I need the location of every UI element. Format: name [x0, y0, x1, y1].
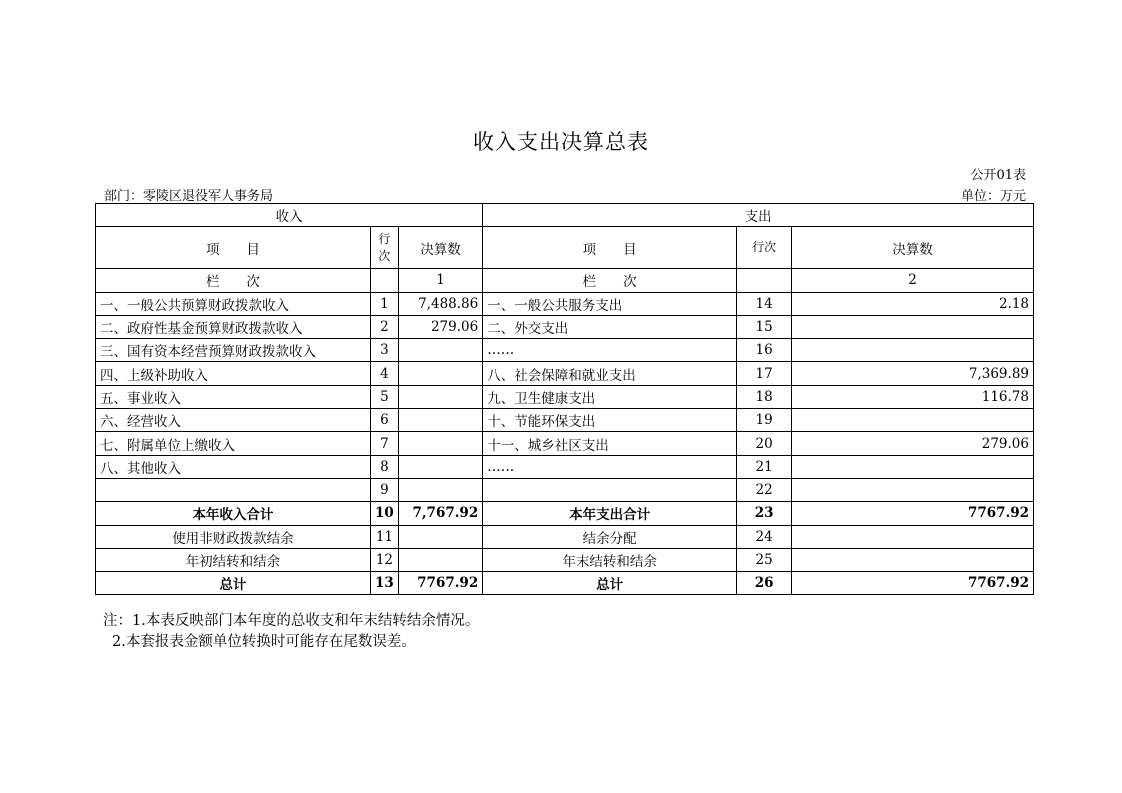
- empty-cell: [370, 269, 398, 292]
- income-item-cell: 使用非财政拨款结余: [96, 525, 371, 548]
- note-line: 注：1.本表反映部门本年度的总收支和年末结转结余情况。: [103, 613, 480, 629]
- expense-amount-header: 决算数: [792, 227, 1034, 269]
- income-row-no-cell: 8: [370, 455, 398, 478]
- expense-row-no-cell: 14: [737, 292, 792, 315]
- expense-amount-cell: [792, 525, 1034, 548]
- expense-row-no-cell: 23: [737, 502, 792, 525]
- expense-column-index: 2: [792, 269, 1034, 292]
- expense-item-cell: 结余分配: [483, 525, 737, 548]
- empty-cell: [737, 269, 792, 292]
- income-row-no-cell: 12: [370, 548, 398, 571]
- income-item-cell: [96, 478, 371, 501]
- expense-amount-cell: [792, 455, 1034, 478]
- expense-item-cell: 总计: [483, 572, 737, 595]
- table-row: [96, 315, 1034, 338]
- expense-row-no-cell: 24: [737, 525, 792, 548]
- expense-amount-cell: 7767.92: [792, 572, 1034, 595]
- summary-row: [96, 548, 1034, 571]
- table-column-header: [96, 227, 1034, 269]
- expense-row-no-cell: 19: [737, 409, 792, 432]
- expense-row-no-cell: 18: [737, 385, 792, 408]
- expense-item-cell: ……: [483, 339, 737, 362]
- income-item-cell: 七、附属单位上缴收入: [96, 432, 371, 455]
- summary-row: [96, 572, 1034, 595]
- table-row: [96, 292, 1034, 315]
- table-row: [96, 409, 1034, 432]
- income-row-no-cell: 3: [370, 339, 398, 362]
- income-item-cell: 八、其他收入: [96, 455, 371, 478]
- expense-amount-cell: 7767.92: [792, 502, 1034, 525]
- income-row-no-cell: 5: [370, 385, 398, 408]
- income-item-cell: 六、经营收入: [96, 409, 371, 432]
- expense-item-cell: 二、外交支出: [483, 315, 737, 338]
- expense-column-label: 栏 次: [483, 269, 737, 292]
- expense-row-no-cell: 16: [737, 339, 792, 362]
- expense-amount-cell: [792, 409, 1034, 432]
- income-row-no-cell: 11: [370, 525, 398, 548]
- income-row-no-cell: 4: [370, 362, 398, 385]
- unit-label: 单位：万元: [960, 189, 1026, 204]
- table-row: [96, 455, 1034, 478]
- income-row-no-cell: 1: [370, 292, 398, 315]
- expense-item-cell: 九、卫生健康支出: [483, 385, 737, 408]
- expense-item-cell: 一、一般公共服务支出: [483, 292, 737, 315]
- income-amount-cell: 279.06: [398, 315, 482, 338]
- expense-row-no-cell: 20: [737, 432, 792, 455]
- summary-row: [96, 525, 1034, 548]
- income-column-label: 栏 次: [96, 269, 371, 292]
- expense-amount-cell: [792, 548, 1034, 571]
- income-item-cell: 年初结转和结余: [96, 548, 371, 571]
- income-row-no-cell: 13: [370, 572, 398, 595]
- expense-row-no-cell: 17: [737, 362, 792, 385]
- income-item-cell: 三、国有资本经营预算财政拨款收入: [96, 339, 371, 362]
- income-item-cell: 二、政府性基金预算财政拨款收入: [96, 315, 371, 338]
- expense-row-no-header: 行次: [737, 227, 792, 269]
- expense-item-cell: ……: [483, 455, 737, 478]
- income-item-cell: 本年收入合计: [96, 502, 371, 525]
- income-row-no-cell: 7: [370, 432, 398, 455]
- table-row: [96, 432, 1034, 455]
- expense-item-cell: 本年支出合计: [483, 502, 737, 525]
- expense-item-cell: 年末结转和结余: [483, 548, 737, 571]
- expense-amount-cell: [792, 339, 1034, 362]
- expense-item-cell: 十、节能环保支出: [483, 409, 737, 432]
- income-amount-cell: [398, 525, 482, 548]
- income-amount-cell: [398, 478, 482, 501]
- expense-amount-cell: 7,369.89: [792, 362, 1034, 385]
- note-line: 2.本套报表金额单位转换时可能存在尾数误差。: [112, 634, 416, 650]
- income-amount-cell: [398, 385, 482, 408]
- income-item-cell: 五、事业收入: [96, 385, 371, 408]
- expense-item-header: 项 目: [483, 227, 737, 269]
- expense-row-no-cell: 25: [737, 548, 792, 571]
- income-amount-cell: [398, 455, 482, 478]
- table-section-header: [96, 204, 1034, 227]
- income-item-cell: 总计: [96, 572, 371, 595]
- expense-item-cell: 十一、城乡社区支出: [483, 432, 737, 455]
- expense-item-cell: 八、社会保障和就业支出: [483, 362, 737, 385]
- income-row-no-cell: 10: [370, 502, 398, 525]
- expense-row-no-cell: 22: [737, 478, 792, 501]
- income-amount-cell: [398, 409, 482, 432]
- income-row-no-cell: 6: [370, 409, 398, 432]
- income-amount-cell: 7767.92: [398, 572, 482, 595]
- expense-amount-cell: [792, 315, 1034, 338]
- expense-amount-cell: [792, 478, 1034, 501]
- income-item-header: 项 目: [96, 227, 371, 269]
- income-item-cell: 四、上级补助收入: [96, 362, 371, 385]
- expense-row-no-cell: 21: [737, 455, 792, 478]
- table-row: [96, 362, 1034, 385]
- income-amount-cell: 7,767.92: [398, 502, 482, 525]
- expense-item-cell: [483, 478, 737, 501]
- department-label: 部门：零陵区退役军人事务局: [104, 189, 274, 204]
- income-item-cell: 一、一般公共预算财政拨款收入: [96, 292, 371, 315]
- income-row-no-cell: 2: [370, 315, 398, 338]
- expense-row-no-cell: 15: [737, 315, 792, 338]
- notes: [103, 611, 479, 653]
- income-section-header: 收入: [96, 204, 483, 227]
- table-row: [96, 385, 1034, 408]
- expense-section-header: 支出: [483, 204, 1034, 227]
- report-title: 收入支出决算总表: [473, 130, 649, 154]
- expense-amount-cell: 279.06: [792, 432, 1034, 455]
- table-row: [96, 478, 1034, 501]
- summary-row: [96, 502, 1034, 525]
- income-expense-table: [95, 203, 1034, 595]
- expense-amount-cell: 116.78: [792, 385, 1034, 408]
- column-index-row: [96, 269, 1034, 292]
- income-column-index: 1: [398, 269, 482, 292]
- income-amount-cell: [398, 362, 482, 385]
- income-row-no-cell: 9: [370, 478, 398, 501]
- income-amount-cell: [398, 548, 482, 571]
- income-amount-cell: [398, 432, 482, 455]
- expense-row-no-cell: 26: [737, 572, 792, 595]
- income-amount-cell: [398, 339, 482, 362]
- income-row-no-header: 行次: [370, 227, 398, 269]
- table-row: [96, 339, 1034, 362]
- income-amount-header: 决算数: [398, 227, 482, 269]
- form-number: 公开01表: [970, 168, 1026, 183]
- income-amount-cell: 7,488.86: [398, 292, 482, 315]
- expense-amount-cell: 2.18: [792, 292, 1034, 315]
